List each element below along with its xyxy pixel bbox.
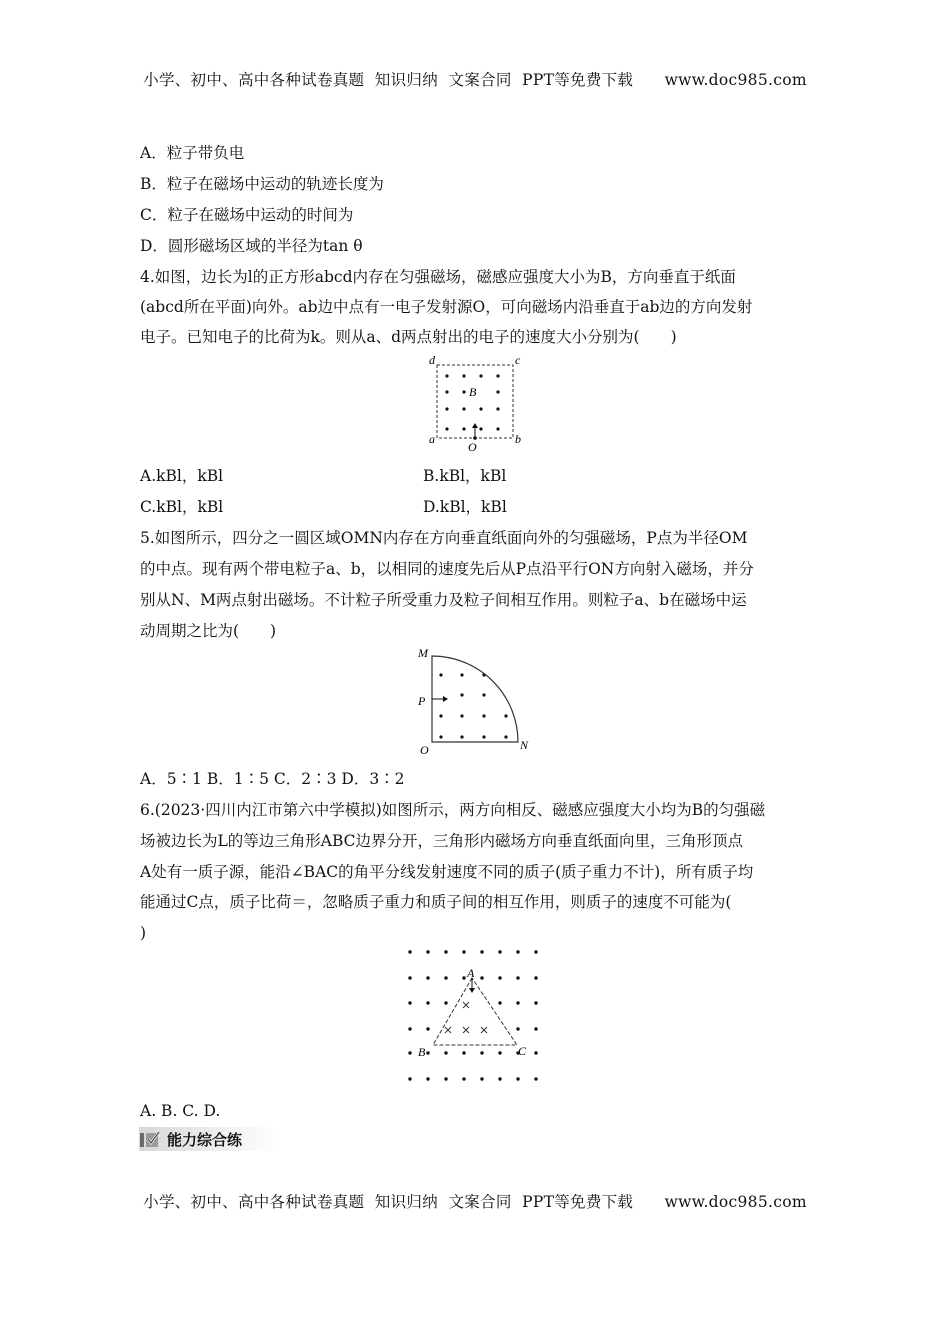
field-dot	[516, 1027, 519, 1030]
q5-label-P: P	[418, 694, 426, 708]
field-dot	[498, 1077, 501, 1080]
field-dot	[426, 1027, 429, 1030]
q5-stem-line2: 的中点。现有两个带电粒子a、b，以相同的速度先后从P点沿平行ON方向射入磁场，并分	[140, 560, 754, 578]
checkmark-icon	[139, 1129, 161, 1149]
q6-label-C: C	[518, 1044, 527, 1058]
field-dot	[426, 1001, 429, 1004]
q4-stem-line1: 4.如图，边长为l的正方形abcd内存在匀强磁场，磁感应强度大小为B，方向垂直于纸面	[140, 268, 736, 286]
q6-triangle-field-figure	[400, 940, 550, 1090]
q5-stem-line1: 5.如图所示，四分之一圆区域OMN内存在方向垂直纸面向外的匀强磁场，P点为半径OM	[140, 529, 748, 547]
field-dot	[462, 1077, 465, 1080]
field-dot	[426, 1077, 429, 1080]
field-dot	[462, 950, 465, 953]
section-heading-badge	[139, 1127, 279, 1151]
q6-stem-line5: )	[140, 924, 147, 942]
q4-option-c: C.kBl，kBl	[140, 498, 224, 516]
q6-label-B: B	[418, 1045, 426, 1059]
field-dot	[534, 1027, 537, 1030]
field-dot	[516, 1001, 519, 1004]
q3-option-a: A．粒子带负电	[140, 144, 245, 162]
q5-stem-line4: 动周期之比为( )	[140, 622, 277, 640]
q5-options: A．5∶1 B．1∶5 C．2∶3 D．3∶2	[140, 770, 405, 788]
q4-square-field-figure	[420, 352, 530, 452]
q4-label-O: O	[468, 440, 477, 452]
q4-stem-line2: (abcd所在平面)向外。ab边中点有一电子发射源O，可向磁场内沿垂直于ab边的方向发射	[140, 298, 753, 316]
q4-option-d: D.kBl，kBl	[423, 498, 507, 516]
field-dot	[462, 976, 465, 979]
q4-label-field-B: B	[469, 385, 477, 399]
field-dot	[426, 976, 429, 979]
field-dot	[444, 1051, 447, 1054]
q4-label-b: b	[515, 432, 521, 446]
q3-option-b: B．粒子在磁场中运动的轨迹长度为	[140, 175, 384, 193]
q5-label-N: N	[520, 738, 529, 752]
q6-stem-line3: A处有一质子源，能沿∠BAC的角平分线发射速度不同的质子(质子重力不计)，所有质子均	[140, 863, 754, 881]
field-dot	[444, 950, 447, 953]
field-dot	[408, 1051, 411, 1054]
q6-stem-line1: 6.(2023·四川内江市第六中学模拟)如图所示，两方向相反、磁感应强度大小均为B的匀强磁	[140, 801, 766, 819]
field-dot	[534, 1077, 537, 1080]
field-dot	[408, 1001, 411, 1004]
q6-stem-line4: 能通过C点，质子比荷＝，忽略质子重力和质子间的相互作用，则质子的速度不可能为(	[140, 893, 732, 911]
q6-options: A. B. C. D.	[140, 1102, 221, 1120]
field-dot	[408, 950, 411, 953]
field-dot	[498, 1001, 501, 1004]
field-dot	[498, 976, 501, 979]
field-dot	[444, 1001, 447, 1004]
field-dot	[426, 950, 429, 953]
field-dot	[480, 1077, 483, 1080]
q5-quarter-circle-figure	[412, 644, 542, 758]
q6-label-A: A	[467, 966, 475, 980]
q4-option-b: B.kBl，kBl	[423, 467, 507, 485]
field-dot	[408, 976, 411, 979]
field-dot	[444, 976, 447, 979]
q4-label-d: d	[429, 353, 435, 367]
field-dot	[498, 1051, 501, 1054]
q5-label-M: M	[418, 646, 428, 660]
q4-label-a: a	[429, 432, 435, 446]
field-dot	[444, 1077, 447, 1080]
q4-label-c: c	[515, 353, 521, 367]
field-dot	[462, 1051, 465, 1054]
field-dot	[426, 1051, 429, 1054]
field-dot	[516, 976, 519, 979]
field-dot	[498, 950, 501, 953]
field-dot	[534, 1001, 537, 1004]
field-dot	[408, 1077, 411, 1080]
q5-label-O: O	[420, 743, 429, 757]
field-dot	[516, 950, 519, 953]
q6-stem-line2: 场被边长为L的等边三角形ABC边界分开，三角形内磁场方向垂直纸面向里，三角形顶点	[140, 832, 744, 850]
field-dot	[480, 1051, 483, 1054]
page-footer: 小学、初中、高中各种试卷真题 知识归纳 文案合同 PPT等免费下载 www.doc985.com	[143, 1193, 807, 1211]
field-dot	[534, 976, 537, 979]
section-title: 能力综合练	[167, 1130, 243, 1149]
q3-option-d: D．圆形磁场区域的半径为tan θ	[140, 237, 363, 255]
q3-option-c: C．粒子在磁场中运动的时间为	[140, 206, 354, 224]
field-dot	[516, 1077, 519, 1080]
field-dot	[408, 1027, 411, 1030]
field-dot	[534, 1051, 537, 1054]
field-dot	[534, 950, 537, 953]
q4-option-a: A.kBl，kBl	[140, 467, 224, 485]
field-dot	[480, 950, 483, 953]
field-dot	[480, 976, 483, 979]
q5-stem-line3: 别从N、M两点射出磁场。不计粒子所受重力及粒子间相互作用。则粒子a、b在磁场中运	[140, 591, 747, 609]
q4-stem-line3: 电子。已知电子的比荷为k。则从a、d两点射出的电子的速度大小分别为( )	[140, 328, 677, 346]
page-header: 小学、初中、高中各种试卷真题 知识归纳 文案合同 PPT等免费下载 www.doc985.com	[143, 71, 807, 89]
